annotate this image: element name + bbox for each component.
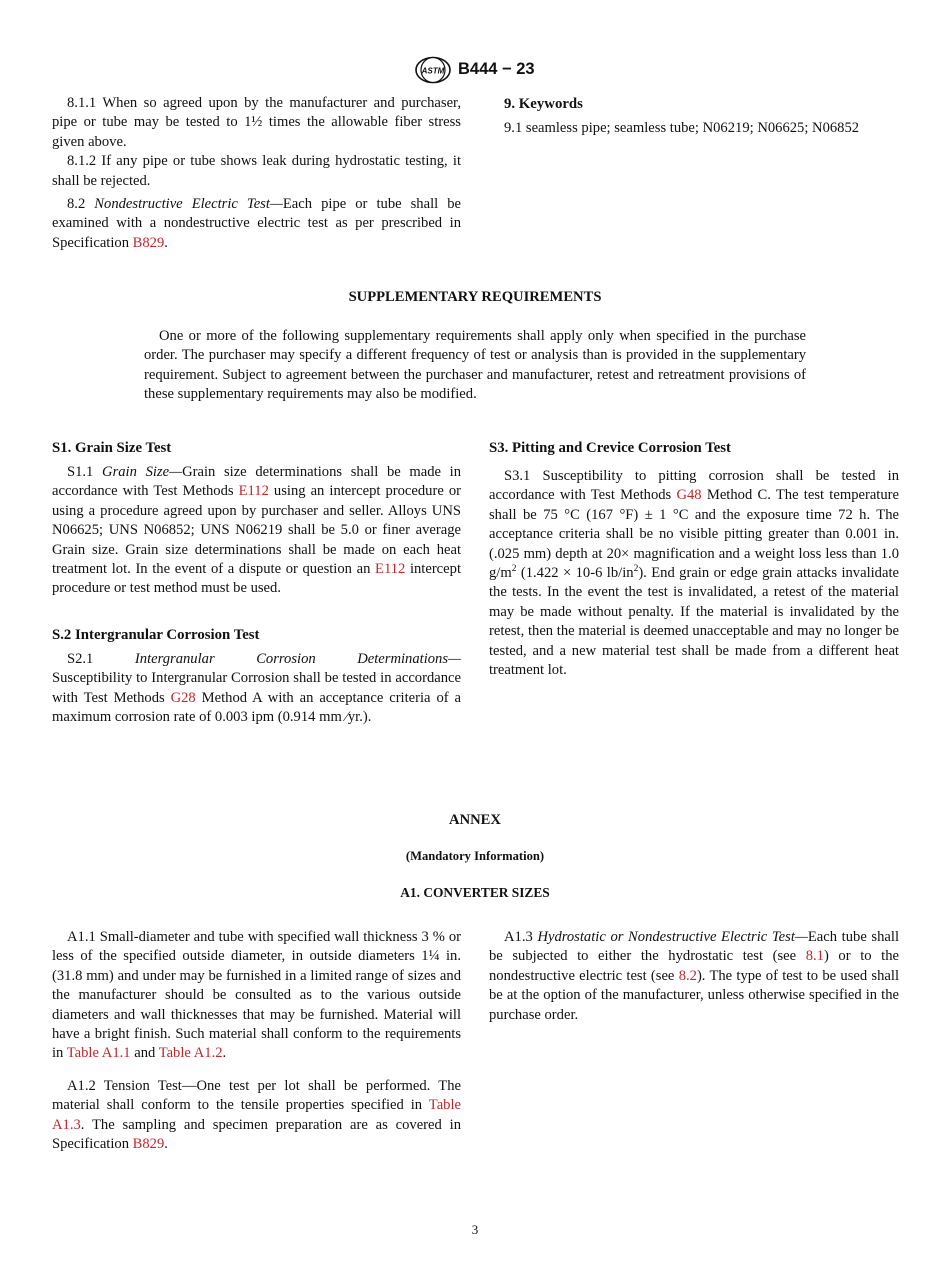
s3-pitting-section: [489, 438, 899, 680]
paragraph-s2-1-title: S2.1 Intergranular Corrosion Determinations—: [67, 651, 461, 667]
ref-g28-link[interactable]: G28: [170, 689, 196, 706]
ref-table-a1-3-link[interactable]: Table A1.3: [52, 1097, 461, 1133]
section-8-continuation: [52, 94, 461, 253]
annex-heading: ANNEX: [449, 812, 501, 828]
supplementary-heading: SUPPLEMENTARY REQUIREMENTS: [348, 289, 602, 305]
ref-8-1-link[interactable]: 8.1: [805, 948, 824, 965]
ref-table-a1-2-link[interactable]: Table A1.2: [158, 1045, 223, 1062]
svg-text:ASTM: ASTM: [421, 66, 445, 76]
ref-e112-link-2[interactable]: E112: [375, 561, 406, 578]
annex-a1-heading: A1. CONVERTER SIZES: [400, 885, 550, 900]
paragraph-a1-3: A1.3 Hydrostatic or Nondestructive Electric Test—Each tube shall be subjected to either the hydrostatic test (see 8.1) or to the nondestructive electric test (see 8.2). The type of test to be used shall be at the option of the manufacturer, unless otherwise specified in the purchase order.: [489, 929, 899, 1023]
paragraph-8-2: 8.2 Nondestructive Electric Test—Each pipe or tube shall be examined with a nondestructive electric test as per prescribed in Specification B829.: [52, 196, 462, 251]
paragraph-s2-1-body: Susceptibility to Intergranular Corrosion shall be tested in accordance with Test Methods G28 Method A with an acceptance criteria of a maximum corrosion rate of 0.003 ipm (0.914 mm ⁄yr.).: [52, 670, 461, 726]
supplementary-intro: One or more of the following supplementary requirements shall apply only when specified in the purchase order. The purchaser may specify a different frequency of test or analysis than is provided in the supplementary requirement. Subject to agreement between the purchaser and manufacturer, retest and retreatment provisions of these supplementary requirements may also be modified.: [144, 328, 806, 403]
s2-heading: S.2 Intergranular Corrosion Test: [52, 627, 260, 643]
ref-table-a1-1-link[interactable]: Table A1.1: [66, 1045, 131, 1062]
paragraph-s3-1: S3.1 Susceptibility to pitting corrosion shall be tested in accordance with Test Methods G48 Method C. The test temperature shall be 75 °C (167 °F) ± 1 °C and the exposure time 72 h. The acceptance criteria shall be no visible pitting greater than 0.001 in. (.025 mm) depth at 20× magnification and a weight loss less than 1.0 $g/m^2$ (1.422 × 10-6 $lb/in^2$). End grain or edge grain attacks invalidate the tests. In the event the test is invalidated, a retest of the material may be made without penalty. If the material is invalidated by the retest, then the material is deemed unacceptable and may no longer be tested, and a new material test shall be made from a different heat treatment lot.: [489, 468, 899, 679]
s1-heading: S1. Grain Size Test: [52, 440, 172, 456]
annex-left-column: [52, 928, 461, 1154]
s1-grain-size-section: [52, 438, 461, 599]
paragraph-a1-2: A1.2 Tension Test—One test per lot shall be performed. The material shall conform to the tensile properties specified in Table A1.3. The sampling and specimen preparation are as covered in Specification B829.: [52, 1077, 461, 1153]
annex-subheading: (Mandatory Information): [405, 849, 545, 863]
section-9-heading: 9. Keywords: [504, 96, 583, 112]
s3-heading: S3. Pitting and Crevice Corrosion Test: [489, 440, 731, 456]
document-code: B444 − 23: [458, 60, 535, 78]
paragraph-s1-1: S1.1 Grain Size—Grain size determinations shall be made in accordance with Test Methods E112 using an intercept procedure or using a procedure agreed upon by purchaser and seller. Alloys UNS N06625; UNS N06852; UNS N06219 shall be 5.0 or finer average Grain size. Grain size determinations shall be made on each heat treatment lot. In the event of a dispute or question an E112 intercept procedure or test method must be used.: [52, 464, 462, 597]
page-number: 3: [471, 1222, 479, 1237]
section-9-keywords: [489, 94, 899, 138]
s2-intergranular-section: [52, 625, 461, 728]
ref-8-2-link[interactable]: 8.2: [678, 967, 697, 984]
ref-b829-link-2[interactable]: B829: [132, 1136, 165, 1153]
astm-logo-icon: [412, 56, 454, 84]
annex-right-column: [489, 928, 899, 1025]
paragraph-8-1-1: 8.1.1 When so agreed upon by the manufacturer and purchaser, pipe or tube may be tested to 1½ times the allowable fiber stress given above.: [52, 95, 461, 150]
paragraph-a1-1: A1.1 Small-diameter and tube with specified wall thickness 3 % or less of the specified outside diameter, in outside diameters 1¼ in. (31.8 mm) and under may be furnished in a limited range of sizes and the manufacturer should be consulted as to the various outside diameters and wall thicknesses that may be furnished. Material will have a bright finish. Such material shall conform to the requirements in Table A1.1 and Table A1.2.: [52, 929, 461, 1062]
paragraph-8-1-2: 8.1.2 If any pipe or tube shows leak during hydrostatic testing, it shall be rejected.: [52, 153, 461, 189]
ref-b829-link[interactable]: B829: [132, 234, 165, 251]
ref-g48-link[interactable]: G48: [676, 487, 702, 504]
page-header: [0, 56, 950, 82]
ref-e112-link[interactable]: E112: [238, 483, 269, 500]
paragraph-9-1: 9.1 seamless pipe; seamless tube; N06219; N06625; N06852: [504, 120, 860, 136]
